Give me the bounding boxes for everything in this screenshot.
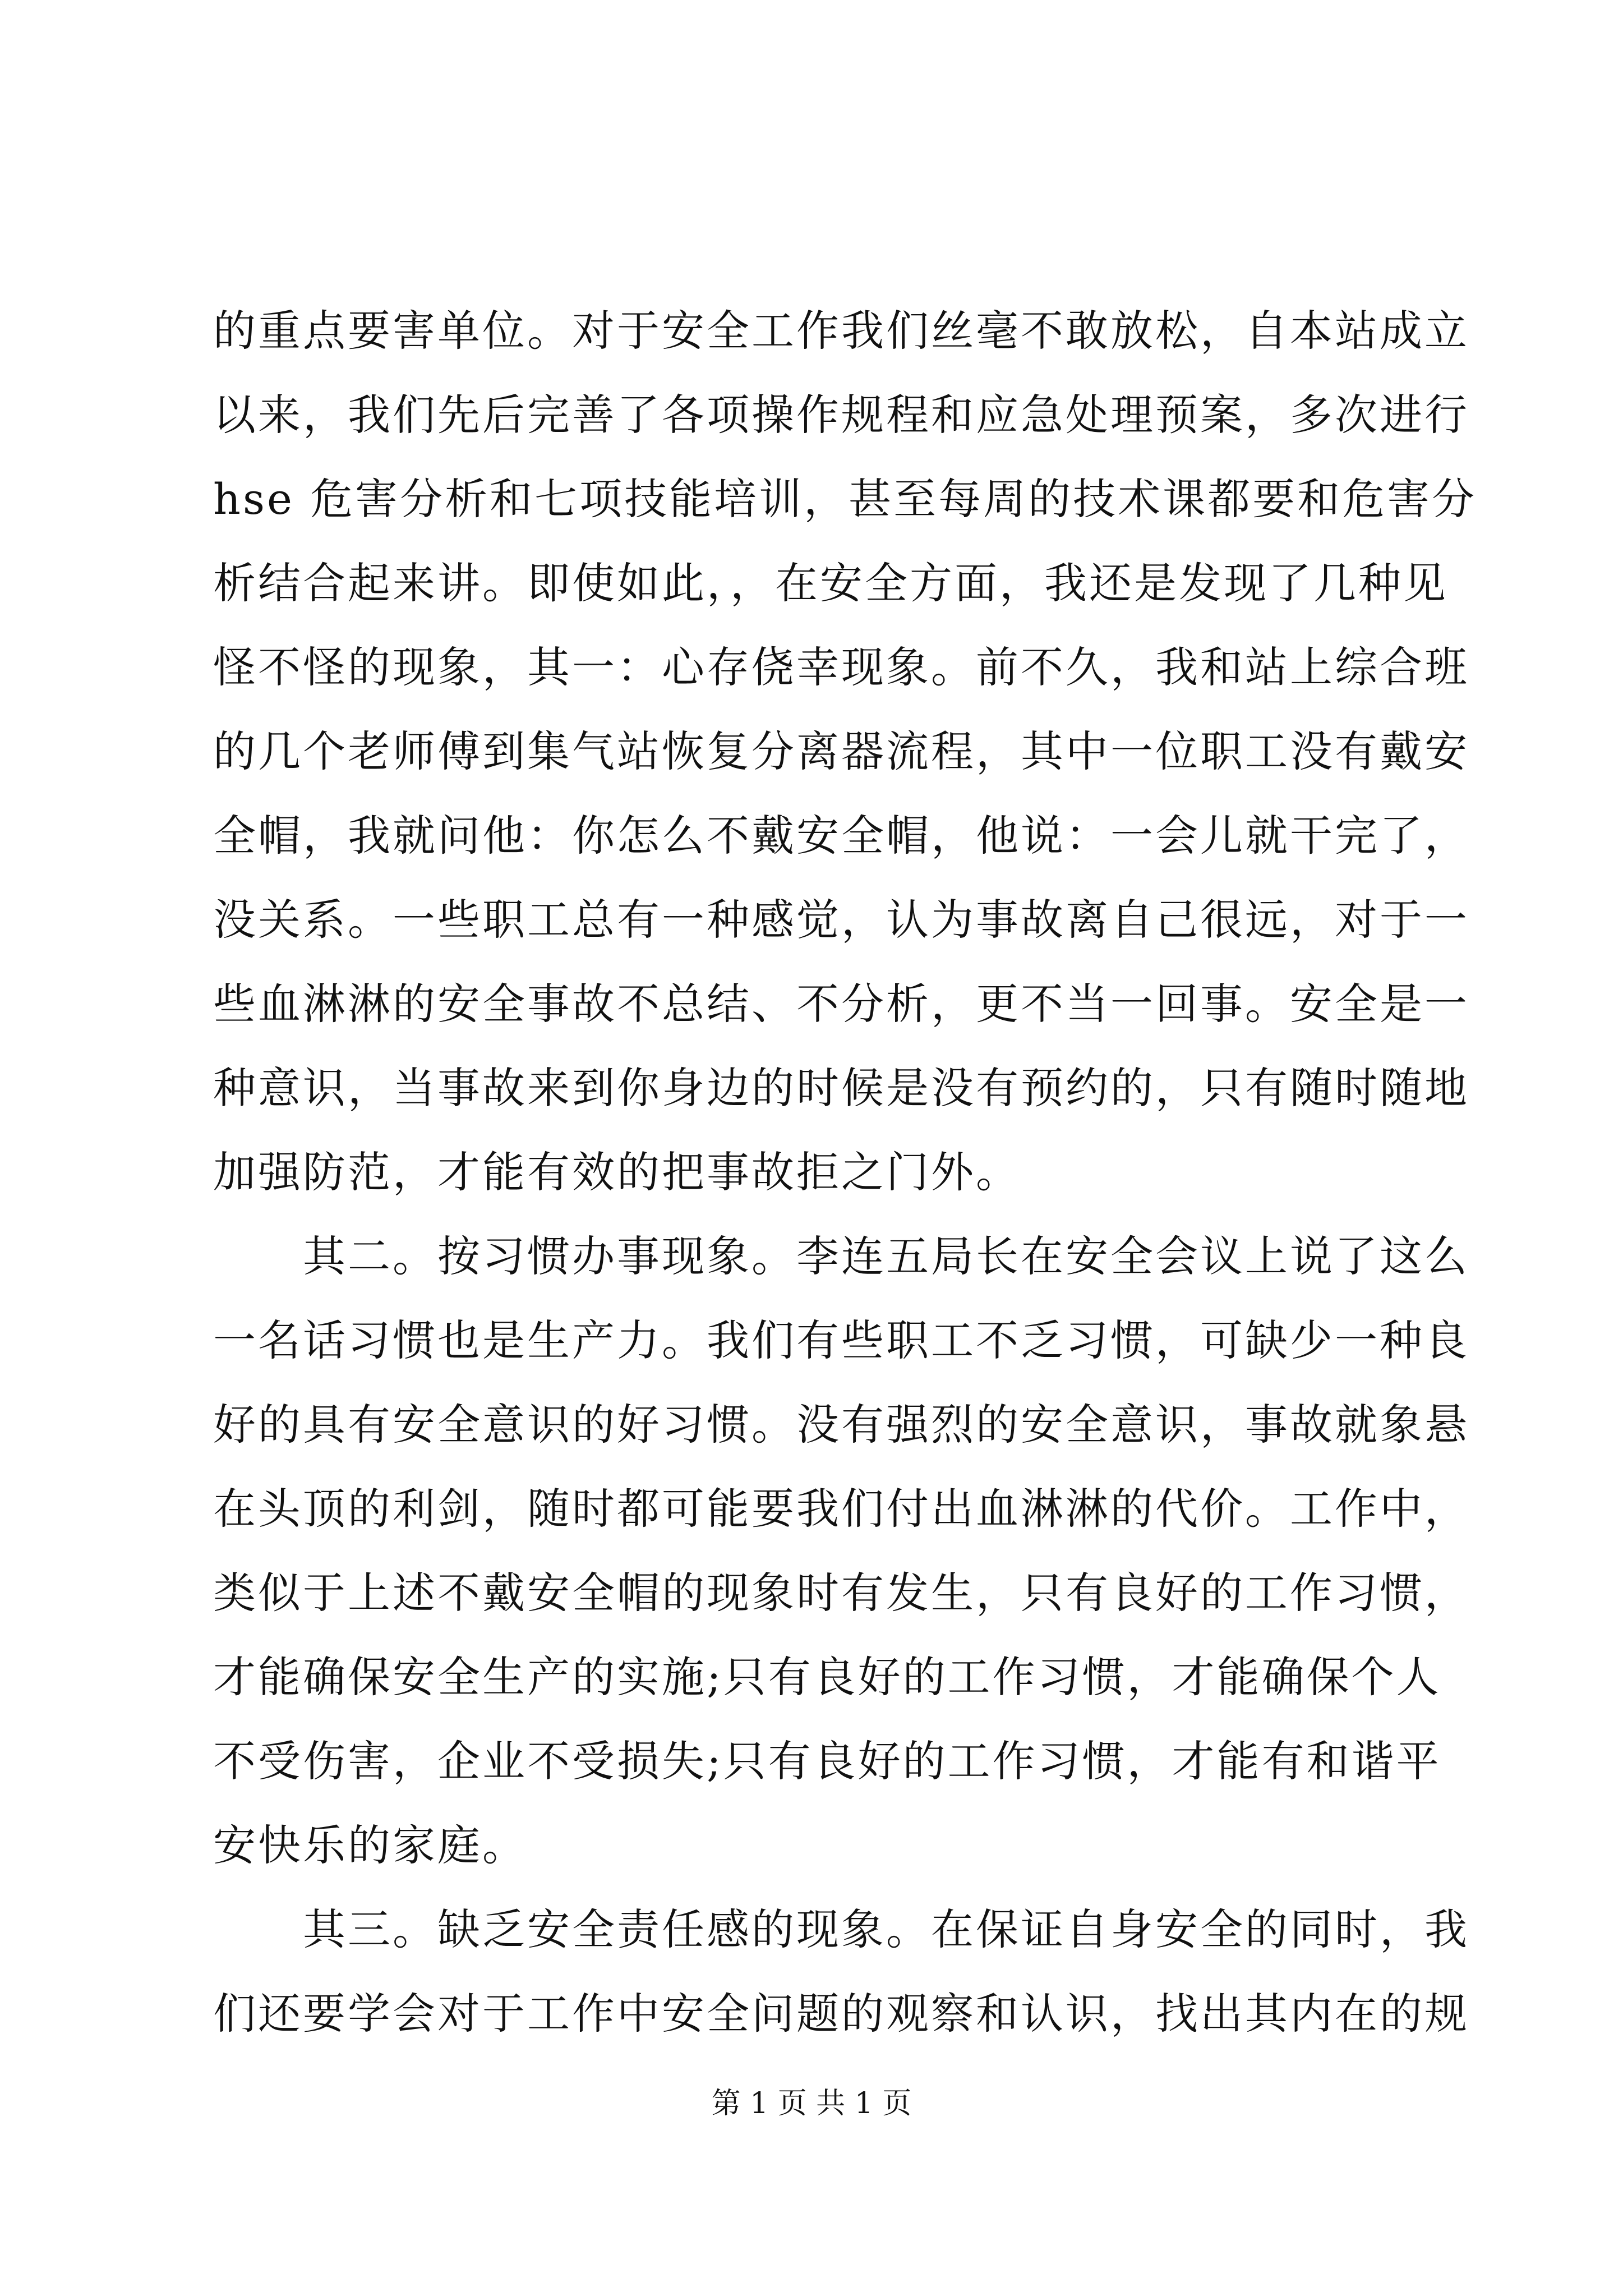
text-line: 其三。缺乏安全责任感的现象。在保证自身安全的同时，我	[213, 1904, 1469, 1954]
text-line: 的重点要害单位。对于安全工作我们丝毫不敢放松，自本站成立	[213, 306, 1469, 356]
text-line: 一名话习惯也是生产力。我们有些职工不乏习惯，可缺少一种良	[213, 1315, 1469, 1365]
text-line: 安快乐的家庭。	[213, 1820, 527, 1870]
body-text	[213, 289, 1477, 2056]
text-line: 好的具有安全意识的好习惯。没有强烈的安全意识，事故就象悬	[213, 1400, 1469, 1450]
text-line: 其二。按习惯办事现象。李连五局长在安全会议上说了这么	[213, 1231, 1469, 1281]
page-number-footer: 第 1 页 共 1 页	[711, 2087, 912, 2120]
text-line: 在头顶的利剑，随时都可能要我们付出血淋淋的代价。工作中，	[213, 1484, 1469, 1534]
text-line: 没关系。一些职工总有一种感觉，认为事故离自己很远，对于一	[213, 895, 1469, 945]
text-line: 析结合起来讲。即使如此，，在安全方面，我还是发现了几种见	[213, 558, 1448, 608]
text-line: 怪不怪的现象，其一：心存侥幸现象。前不久，我和站上综合班	[213, 642, 1469, 692]
text-line: 类似于上述不戴安全帽的现象时有发生，只有良好的工作习惯，	[213, 1568, 1469, 1618]
text-line: 才能确保安全生产的实施;只有良好的工作习惯，才能确保个人	[213, 1652, 1441, 1702]
text-line: 全帽，我就问他：你怎么不戴安全帽，他说：一会儿就干完了，	[213, 811, 1469, 861]
text-line: 加强防范，才能有效的把事故拒之门外。	[213, 1147, 1021, 1197]
text-line: 不受伤害，企业不受损失;只有良好的工作习惯，才能有和谐平	[213, 1736, 1441, 1786]
text-line: 们还要学会对于工作中安全问题的观察和认识，找出其内在的规	[213, 1989, 1469, 2039]
text-line: 以来，我们先后完善了各项操作规程和应急处理预案，多次进行	[213, 390, 1469, 440]
text-line: 些血淋淋的安全事故不总结、不分析，更不当一回事。安全是一	[213, 979, 1469, 1029]
text-line: 的几个老师傅到集气站恢复分离器流程，其中一位职工没有戴安	[213, 726, 1469, 776]
text-line: hse 危害分析和七项技能培训，甚至每周的技术课都要和危害分	[213, 474, 1477, 524]
text-line: 种意识，当事故来到你身边的时候是没有预约的，只有随时随地	[213, 1063, 1469, 1113]
